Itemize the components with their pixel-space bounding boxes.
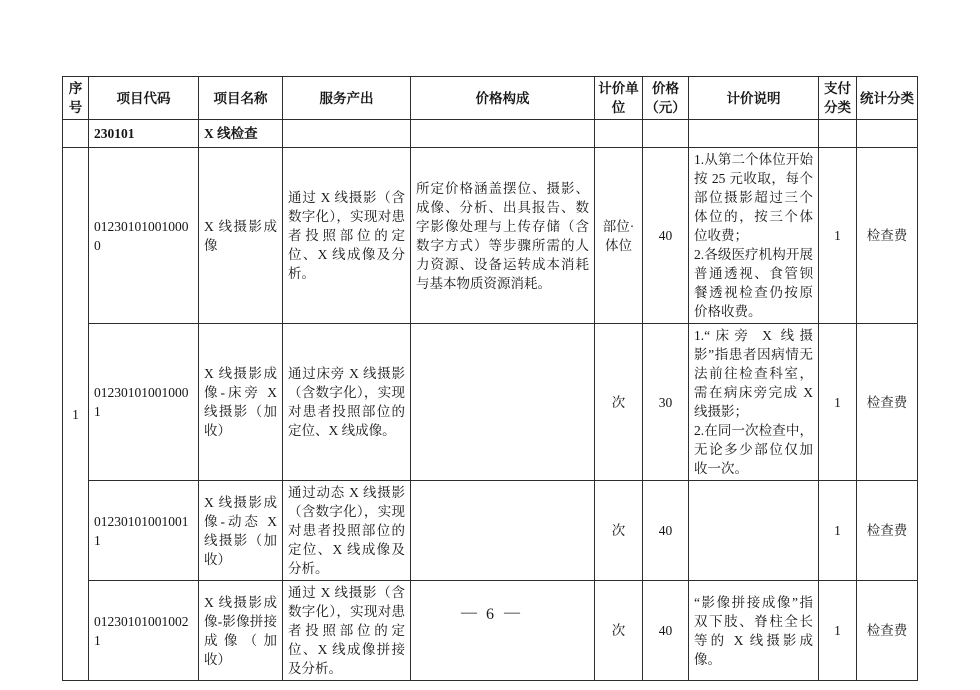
cell-composition — [411, 324, 595, 481]
cell-price: 40 — [643, 481, 689, 581]
cell-composition — [411, 481, 595, 581]
cell-output: 通过 X 线摄影（含数字化），实现对患者投照部位的定位、X 线成像拼接及分析。 — [283, 581, 411, 681]
unit-line: 部位· — [602, 218, 635, 234]
category-row — [63, 120, 918, 148]
col-header-pay-class: 支付分类 — [819, 77, 857, 120]
cell-code: 012301010010001 — [89, 324, 199, 481]
footer-left-dash: — — [461, 604, 476, 621]
col-header-seq: 序号 — [63, 77, 89, 120]
cell-unit — [595, 324, 643, 481]
cell-code: 012301010010021 — [89, 581, 199, 681]
cell-name: X 线摄影成像-床旁 X 线摄影（加收） — [199, 324, 283, 481]
col-header-unit: 计价单位 — [595, 77, 643, 120]
cell-note — [689, 324, 819, 481]
unit-line: 次 — [611, 623, 626, 638]
unit-line: 次 — [611, 394, 626, 410]
cell-pay-class — [819, 120, 857, 148]
item-row — [63, 481, 918, 581]
note-line: 1.“床旁 X 线摄影”指患者因病情无法前往检查科室，需在病床旁完成 X 线摄影； — [694, 328, 813, 419]
cell-pay-class: 1 — [819, 148, 857, 324]
cell-output — [283, 120, 411, 148]
item-row — [63, 581, 918, 681]
cell-note — [689, 481, 819, 581]
cell-unit — [595, 148, 643, 324]
cell-unit — [595, 581, 643, 681]
cell-note — [689, 148, 819, 324]
page-number: 6 — [486, 606, 494, 623]
item-row — [63, 148, 918, 324]
note-line: 2.在同一次检查中，无论多少部位仅加收一次。 — [694, 423, 813, 476]
cell-note — [689, 581, 819, 681]
cell-category-code: 230101 — [89, 120, 199, 148]
item-row — [63, 324, 918, 481]
unit-line: 体位 — [605, 237, 632, 253]
col-header-price: 价格（元） — [643, 77, 689, 120]
cell-price: 40 — [643, 581, 689, 681]
note-line: “影像拼接成像”指双下肢、脊柱全长等的 X 线摄影成像。 — [694, 594, 813, 667]
cell-composition — [411, 120, 595, 148]
cell-code: 012301010010011 — [89, 481, 199, 581]
cell-seq-group: 1 — [63, 148, 89, 681]
cell-composition — [411, 581, 595, 681]
price-table — [62, 76, 918, 681]
cell-composition: 所定价格涵盖摆位、摄影、成像、分析、出具报告、数字影像处理与上传存储（含数字方式）等步骤所需的人力资源、设备运转成本消耗与基本物质资源消耗。 — [411, 148, 595, 324]
cell-price — [643, 120, 689, 148]
cell-stat-class: 检查费 — [857, 324, 918, 481]
cell-name: X 线摄影成像-动态 X 线摄影（加收） — [199, 481, 283, 581]
cell-stat-class — [857, 120, 918, 148]
cell-pay-class: 1 — [819, 581, 857, 681]
cell-code: 012301010010000 — [89, 148, 199, 324]
cell-price: 40 — [643, 148, 689, 324]
col-header-service-output: 服务产出 — [283, 77, 411, 120]
cell-stat-class: 检查费 — [857, 481, 918, 581]
cell-unit — [595, 120, 643, 148]
cell-category-name: X 线检查 — [199, 120, 283, 148]
cell-output: 通过 X 线摄影（含数字化），实现对患者投照部位的定位、X 线成像及分析。 — [283, 148, 411, 324]
note-line: 1.从第二个体位开始按 25 元收取，每个部位摄影超过三个体位的，按三个体位收费； — [694, 152, 813, 243]
cell-price: 30 — [643, 324, 689, 481]
col-header-item-code: 项目代码 — [89, 77, 199, 120]
cell-pay-class: 1 — [819, 324, 857, 481]
header-row — [63, 77, 918, 120]
col-header-price-composition: 价格构成 — [411, 77, 595, 120]
unit-line: 次 — [611, 523, 626, 538]
note-line: 2.各级医疗机构开展普通透视、食管钡餐透视检查仍按原价格收费。 — [694, 247, 813, 319]
cell-output: 通过动态 X 线摄影（含数字化），实现对患者投照部位的定位、X 线成像及分析。 — [283, 481, 411, 581]
cell-seq — [63, 120, 89, 148]
cell-note — [689, 120, 819, 148]
col-header-item-name: 项目名称 — [199, 77, 283, 120]
cell-unit — [595, 481, 643, 581]
cell-stat-class: 检查费 — [857, 581, 918, 681]
page-footer — [0, 606, 980, 624]
cell-pay-class: 1 — [819, 481, 857, 581]
cell-stat-class: 检查费 — [857, 148, 918, 324]
cell-output: 通过床旁 X 线摄影（含数字化），实现对患者投照部位的定位、X 线成像。 — [283, 324, 411, 481]
footer-right-dash: — — [504, 604, 519, 621]
col-header-stat-class: 统计分类 — [857, 77, 918, 120]
cell-name: X 线摄影成像-影像拼接成像（加收） — [199, 581, 283, 681]
col-header-pricing-note: 计价说明 — [689, 77, 819, 120]
cell-name: X 线摄影成像 — [199, 148, 283, 324]
